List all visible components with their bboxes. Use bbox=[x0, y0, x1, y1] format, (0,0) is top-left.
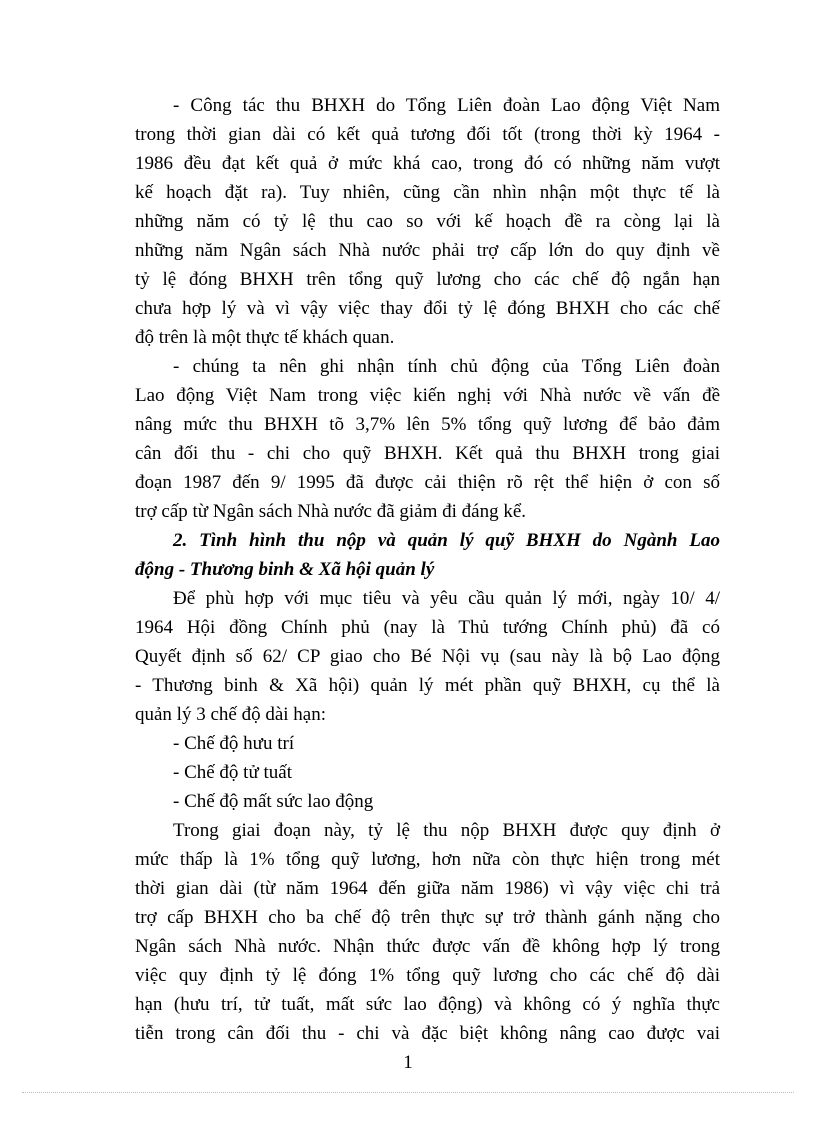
paragraph-line: trong thời gian dài có kết quả tương đối tốt (trong thời kỳ 1964 - bbox=[135, 124, 720, 145]
list-item-text: - Chế độ mất sức lao động bbox=[173, 791, 374, 812]
paragraph-3 bbox=[135, 584, 720, 729]
list-item-text: - Chế độ tử tuất bbox=[173, 762, 293, 783]
paragraph-line: - Thương binh & Xã hội) quản lý mét phần quỹ BHXH, cụ thể là bbox=[135, 675, 720, 696]
paragraph-line: 1964 Hội đồng Chính phủ (nay là Thủ tướng Chính phủ) đã có bbox=[135, 617, 720, 638]
paragraph-line: Trong giai đoạn này, tỷ lệ thu nộp BHXH được quy định ở bbox=[173, 820, 720, 841]
paragraph-line: Để phù hợp với mục tiêu và yêu cầu quản lý mới, ngày 10/ 4/ bbox=[173, 588, 720, 609]
paragraph-4 bbox=[135, 816, 720, 1048]
page-bottom-divider bbox=[22, 1092, 794, 1093]
list-item bbox=[135, 758, 720, 787]
paragraph-line: những năm có tỷ lệ thu cao so với kế hoạch đề ra còng lại là bbox=[135, 211, 720, 232]
document-body bbox=[135, 91, 720, 1048]
paragraph-1 bbox=[135, 91, 720, 352]
paragraph-line: trợ cấp BHXH cho ba chế độ trên thực sự trở thành gánh nặng cho bbox=[135, 907, 720, 928]
paragraph-line: kế hoạch đặt ra). Tuy nhiên, cũng cần nhìn nhận một thực tế là bbox=[135, 182, 720, 203]
paragraph-line-last: độ trên là một thực tế khách quan. bbox=[135, 327, 395, 348]
paragraph-line: Lao động Việt Nam trong việc kiến nghị với Nhà nước về vấn đề bbox=[135, 385, 720, 406]
paragraph-line: - Công tác thu BHXH do Tổng Liên đoàn Lao động Việt Nam bbox=[173, 95, 720, 116]
heading-line: động - Thương binh & Xã hội quản lý bbox=[135, 559, 435, 580]
paragraph-line: đoạn 1987 đến 9/ 1995 đã được cải thiện rõ rệt thể hiện ở con số bbox=[135, 472, 720, 493]
paragraph-2 bbox=[135, 352, 720, 526]
list-item bbox=[135, 729, 720, 758]
paragraph-line: mức thấp là 1% tổng quỹ lương, hơn nữa còn thực hiện trong mét bbox=[135, 849, 720, 870]
paragraph-line: tỷ lệ đóng BHXH trên tổng quỹ lương cho các chế độ ngắn hạn bbox=[135, 269, 720, 290]
paragraph-line: việc quy định tỷ lệ đóng 1% tổng quỹ lương cho các chế độ dài bbox=[135, 965, 720, 986]
paragraph-line: thời gian dài (từ năm 1964 đến giữa năm 1986) vì vậy việc chi trả bbox=[135, 878, 720, 899]
section-heading bbox=[135, 526, 720, 584]
list-item bbox=[135, 787, 720, 816]
paragraph-line: Quyết định số 62/ CP giao cho Bé Nội vụ (sau này là bộ Lao động bbox=[135, 646, 720, 667]
paragraph-line: Ngân sách Nhà nước. Nhận thức được vấn đề không hợp lý trong bbox=[135, 936, 720, 957]
paragraph-line: nâng mức thu BHXH tõ 3,7% lên 5% tổng quỹ lương để bảo đảm bbox=[135, 414, 720, 435]
paragraph-line: hạn (hưu trí, tử tuất, mất sức lao động) và không có ý nghĩa thực bbox=[135, 994, 720, 1015]
paragraph-line: 1986 đều đạt kết quả ở mức khá cao, trong đó có những năm vượt bbox=[135, 153, 720, 174]
heading-line: 2. Tình hình thu nộp và quản lý quỹ BHXH do Ngành Lao bbox=[173, 530, 720, 551]
list-item-text: - Chế độ hưu trí bbox=[173, 733, 295, 754]
paragraph-line-last: quản lý 3 chế độ dài hạn: bbox=[135, 704, 327, 725]
paragraph-line-last: trợ cấp từ Ngân sách Nhà nước đã giảm đi đáng kể. bbox=[135, 501, 527, 522]
paragraph-line: chưa hợp lý và vì vậy việc thay đổi tỷ lệ đóng BHXH cho các chế bbox=[135, 298, 720, 319]
page-number: 1 bbox=[403, 1052, 413, 1073]
paragraph-line: cân đối thu - chi cho quỹ BHXH. Kết quả thu BHXH trong giai bbox=[135, 443, 720, 464]
paragraph-line: - chúng ta nên ghi nhận tính chủ động của Tổng Liên đoàn bbox=[173, 356, 720, 377]
paragraph-line: những năm Ngân sách Nhà nước phải trợ cấp lớn do quy định về bbox=[135, 240, 720, 261]
paragraph-line: tiễn trong cân đối thu - chi và đặc biệt không nâng cao được vai bbox=[135, 1023, 720, 1044]
